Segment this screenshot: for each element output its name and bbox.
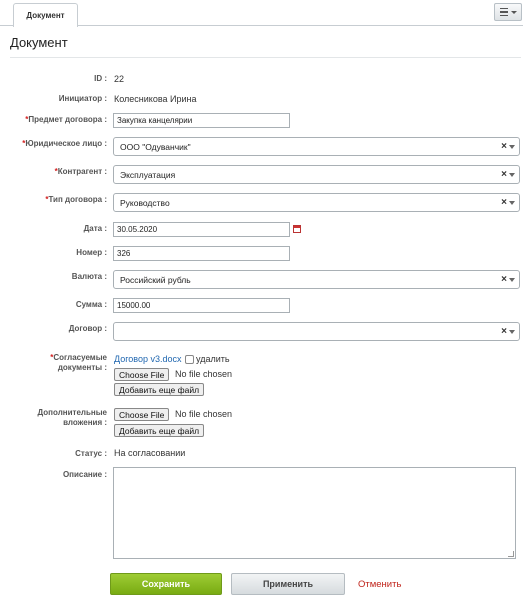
currency-label: Валюта : xyxy=(71,272,107,281)
extra-attachments-label: Дополнительные вложения : xyxy=(37,408,107,427)
initiator-value: Колесникова Ирина xyxy=(114,94,197,104)
description-label: Описание : xyxy=(62,470,107,479)
currency-select[interactable] xyxy=(113,270,520,289)
legal-entity-value: ООО "Одуванчик" xyxy=(120,141,191,152)
clear-icon[interactable]: × xyxy=(501,326,507,337)
settings-menu-button[interactable] xyxy=(494,3,522,21)
attached-file-link[interactable]: Договор v3.docx xyxy=(114,354,182,364)
required-mark: * xyxy=(54,167,58,176)
chevron-down-icon[interactable] xyxy=(509,330,515,334)
apply-button[interactable]: Применить xyxy=(231,573,345,595)
date-input[interactable]: 30.05.2020 xyxy=(113,222,290,237)
delete-file-checkbox[interactable] xyxy=(185,355,194,364)
clear-icon[interactable]: × xyxy=(501,274,507,285)
legal-entity-label: *Юридическое лицо : xyxy=(22,139,107,148)
description-textarea[interactable] xyxy=(113,467,516,559)
initiator-label: Инициатор : xyxy=(58,94,107,103)
chevron-down-icon[interactable] xyxy=(509,173,515,177)
tab-bar xyxy=(0,0,523,26)
subject-input[interactable]: Закупка канцелярии xyxy=(113,113,290,128)
chevron-down-icon[interactable] xyxy=(509,201,515,205)
status-label: Статус : xyxy=(75,449,107,458)
subject-label: *Предмет договора : xyxy=(25,115,107,124)
resize-handle-icon[interactable] xyxy=(508,551,514,557)
id-label: ID : xyxy=(94,74,107,83)
delete-file-option[interactable] xyxy=(185,354,230,364)
chevron-down-icon[interactable] xyxy=(509,278,515,282)
contract-type-label: *Тип договора : xyxy=(45,195,107,204)
clear-icon[interactable]: × xyxy=(501,169,507,180)
menu-icon xyxy=(500,8,508,17)
legal-entity-select[interactable] xyxy=(113,137,520,156)
delete-file-label: удалить xyxy=(196,354,230,364)
contract-type-value: Руководство xyxy=(120,197,170,208)
number-label: Номер : xyxy=(76,248,107,257)
number-input[interactable]: 326 xyxy=(113,246,290,261)
calendar-icon[interactable] xyxy=(293,225,301,233)
clear-icon[interactable]: × xyxy=(501,141,507,152)
tab-document[interactable]: Документ xyxy=(13,3,78,27)
required-mark: * xyxy=(25,115,29,124)
contract-select[interactable] xyxy=(113,322,520,341)
chevron-down-icon xyxy=(511,11,517,14)
counterparty-label: *Контрагент : xyxy=(54,167,107,176)
page-title: Документ xyxy=(10,35,68,50)
add-file-button[interactable]: Добавить еще файл xyxy=(114,383,204,396)
contract-type-select[interactable] xyxy=(113,193,520,212)
choose-file-button[interactable]: Choose File xyxy=(114,408,169,421)
title-divider xyxy=(10,57,521,58)
counterparty-value: Эксплуатация xyxy=(120,169,176,180)
no-file-text: No file chosen xyxy=(175,409,233,419)
amount-input[interactable]: 15000.00 xyxy=(113,298,290,313)
approved-docs-label: *Согласуемые документы : xyxy=(50,353,107,372)
required-mark: * xyxy=(22,139,26,148)
currency-value: Российский рубль xyxy=(120,274,191,285)
amount-label: Сумма : xyxy=(75,300,107,309)
contract-label: Договор : xyxy=(68,324,107,333)
clear-icon[interactable]: × xyxy=(501,197,507,208)
id-value: 22 xyxy=(114,74,125,84)
status-value: На согласовании xyxy=(114,448,186,458)
save-button[interactable]: Сохранить xyxy=(110,573,222,595)
no-file-text: No file chosen xyxy=(175,369,233,379)
date-label: Дата : xyxy=(83,224,107,233)
required-mark: * xyxy=(45,195,49,204)
cancel-link[interactable]: Отменить xyxy=(358,579,402,590)
chevron-down-icon[interactable] xyxy=(509,145,515,149)
add-file-button[interactable]: Добавить еще файл xyxy=(114,424,204,437)
counterparty-select[interactable] xyxy=(113,165,520,184)
choose-file-button[interactable]: Choose File xyxy=(114,368,169,381)
required-mark: * xyxy=(50,353,54,362)
